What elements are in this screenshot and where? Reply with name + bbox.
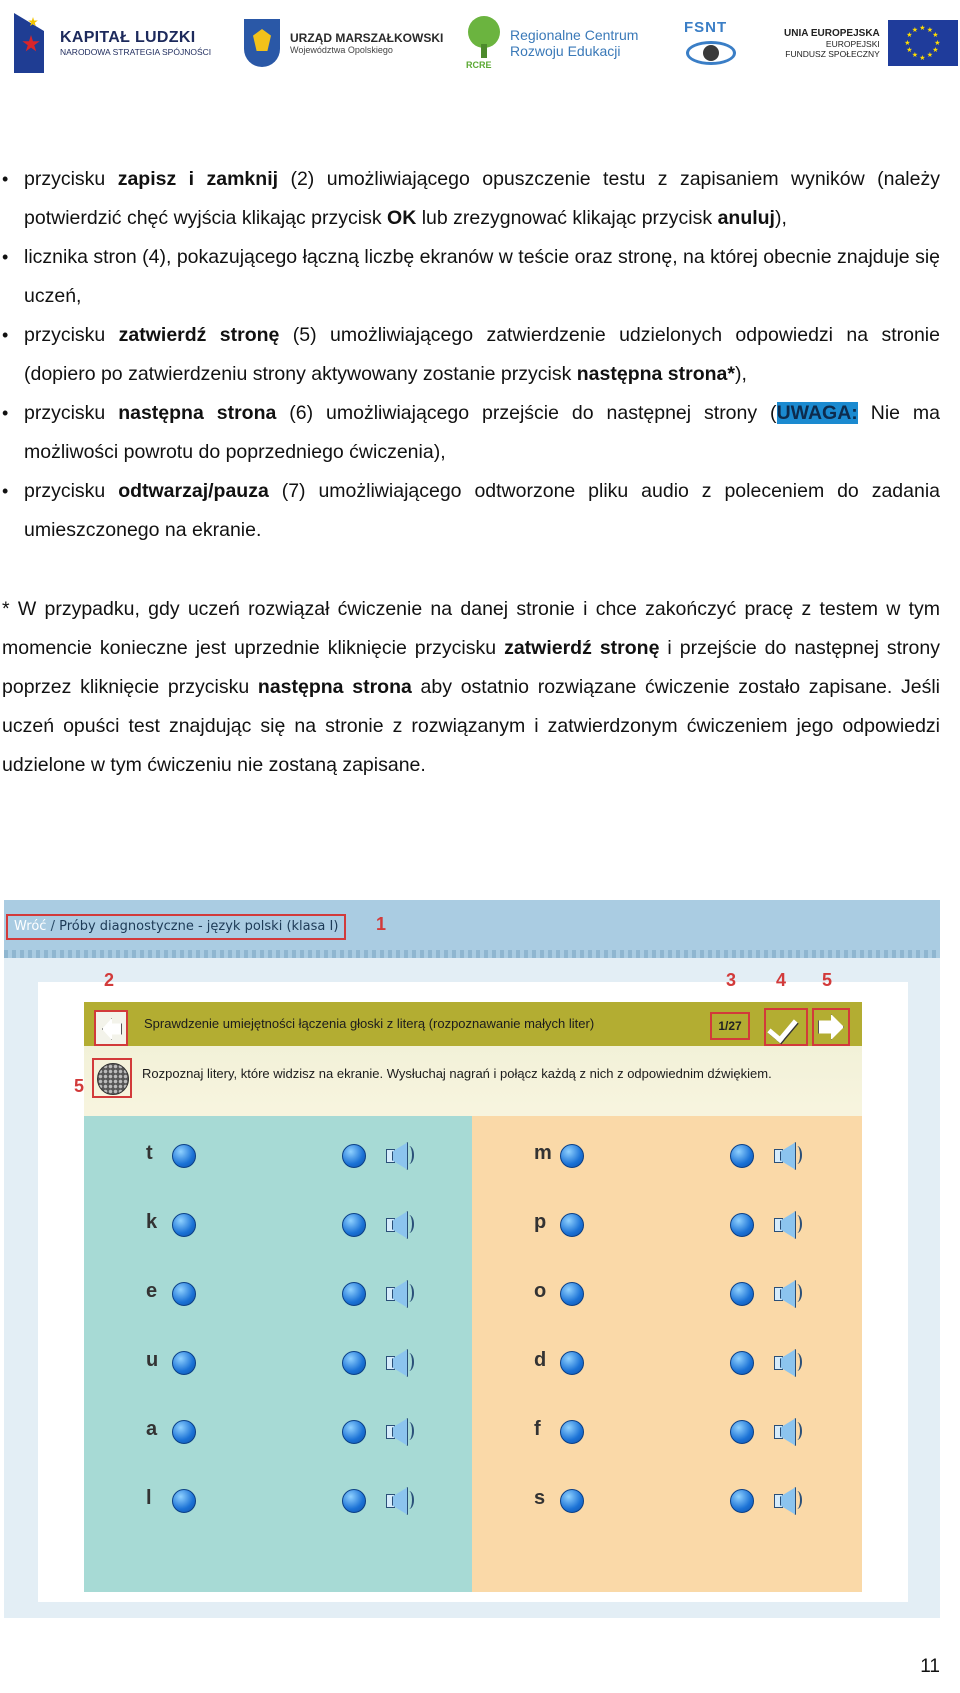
fsnt-logo (680, 8, 740, 78)
eu-star-icon: ★ (932, 47, 939, 54)
sound-speaker-icon[interactable] (772, 1485, 802, 1515)
letter-label: a (146, 1418, 158, 1440)
letter-label: d (534, 1349, 547, 1371)
match-row (472, 1207, 862, 1247)
sound-connector-dot[interactable] (730, 1144, 754, 1168)
match-row (472, 1276, 862, 1316)
eu-logo (784, 8, 958, 78)
ue-line2: EUROPEJSKI (825, 38, 880, 49)
sound-speaker-icon[interactable] (384, 1416, 414, 1446)
letter-connector-dot[interactable] (172, 1282, 196, 1306)
left-column (84, 1116, 472, 1592)
sound-speaker-icon[interactable] (384, 1278, 414, 1308)
sound-connector-dot[interactable] (730, 1420, 754, 1444)
callout-marker: 2 (104, 970, 115, 990)
letter-label: t (146, 1142, 153, 1164)
letter-connector-dot[interactable] (560, 1144, 584, 1168)
list-item: • przycisku zatwierdź stronę (5) umożliwiającego zatwierdzenie udzielonych odpowiedzi na stronie (dopiero po zatwierdzeniu strony aktywowany zostanie przycisk następna strona*), (0, 316, 940, 394)
fsnt-label: FSNT (684, 19, 728, 36)
match-row (84, 1276, 472, 1316)
sound-speaker-icon[interactable] (772, 1140, 802, 1170)
save-and-close-button[interactable] (94, 1010, 128, 1046)
sound-speaker-icon[interactable] (384, 1347, 414, 1377)
sound-connector-dot[interactable] (342, 1282, 366, 1306)
letter-label: s (534, 1487, 546, 1509)
eu-star-icon: ★ (919, 54, 926, 62)
sound-connector-dot[interactable] (730, 1489, 754, 1513)
eu-star-icon: ★ (926, 26, 934, 34)
kl-subtitle: NARODOWA STRATEGIA SPÓJNOŚCI (60, 47, 212, 57)
page-number: 11 (920, 1656, 940, 1677)
warning-highlight: UWAGA: (776, 402, 858, 424)
eu-flag-icon (888, 20, 958, 66)
kapital-ludzki-emblem-icon (14, 13, 50, 73)
urzad-marszalkowski-logo (244, 8, 443, 78)
letter-label: o (534, 1280, 547, 1302)
letter-label: l (146, 1487, 152, 1509)
test-panel (38, 970, 908, 1602)
letter-label: m (534, 1142, 552, 1164)
letter-label: k (146, 1211, 158, 1233)
callout-marker: 1 (376, 914, 387, 934)
letter-connector-dot[interactable] (172, 1420, 196, 1444)
eu-star-icon: ★ (932, 32, 939, 39)
letter-connector-dot[interactable] (560, 1489, 584, 1513)
play-pause-button[interactable] (92, 1058, 132, 1098)
sound-speaker-icon[interactable] (384, 1140, 414, 1170)
ue-line1: UNIA EUROPEJSKA (784, 27, 880, 39)
sound-speaker-icon[interactable] (772, 1347, 802, 1377)
callout-marker: 4 (776, 970, 787, 990)
letter-connector-dot[interactable] (172, 1213, 196, 1237)
match-row (84, 1345, 472, 1385)
match-row (472, 1414, 862, 1454)
sound-speaker-icon[interactable] (772, 1416, 802, 1446)
confirm-page-button[interactable] (764, 1008, 808, 1046)
match-row (472, 1138, 862, 1178)
tree-icon (466, 14, 502, 72)
list-item: • przycisku następna strona (6) umożliwiającego przejście do następnej strony (UWAGA: Nie ma możliwości powrotu do poprzedniego ćwiczenia), (0, 394, 940, 472)
sound-connector-dot[interactable] (730, 1213, 754, 1237)
match-row (84, 1207, 472, 1247)
match-row (84, 1483, 472, 1523)
bullet-list (0, 160, 940, 550)
breadcrumb: Wróć / Próby diagnostyczne - język polski (klasa I) (6, 914, 346, 940)
match-row (84, 1138, 472, 1178)
sound-connector-dot[interactable] (342, 1144, 366, 1168)
eu-star-icon: ★ (919, 24, 926, 32)
eu-star-icon: ★ (926, 52, 934, 60)
checkmark-icon (768, 1013, 798, 1045)
speaker-grill-icon (97, 1063, 129, 1095)
instruction-text: Rozpoznaj litery, które widzisz na ekranie. Wysłuchaj nagrań i połącz każdą z nich z odpowiednim dźwiękiem. (142, 1066, 772, 1081)
eu-star-icon: ★ (906, 32, 913, 39)
test-screenshot (4, 900, 940, 1618)
instruction-bar (84, 1046, 862, 1108)
sound-connector-dot[interactable] (342, 1489, 366, 1513)
exercise-title-bar (84, 1002, 862, 1046)
letter-connector-dot[interactable] (172, 1144, 196, 1168)
match-row (472, 1345, 862, 1385)
letter-label: u (146, 1349, 159, 1371)
letter-connector-dot[interactable] (172, 1489, 196, 1513)
eu-star-icon: ★ (911, 26, 919, 34)
exercise-area (84, 1002, 862, 1592)
callout-marker: 5 (822, 970, 833, 990)
list-item: • licznika stron (4), pokazującego łączną liczbę ekranów w teście oraz stronę, na której obecnie znajduje się uczeń, (0, 238, 940, 316)
sound-speaker-icon[interactable] (384, 1485, 414, 1515)
back-link[interactable]: Wróć (14, 919, 47, 934)
page-counter: 1/27 (710, 1012, 750, 1040)
um-title: URZĄD MARSZAŁKOWSKI (290, 31, 444, 45)
letter-connector-dot[interactable] (560, 1420, 584, 1444)
sound-connector-dot[interactable] (342, 1351, 366, 1375)
callout-marker: 3 (726, 970, 737, 990)
sound-connector-dot[interactable] (342, 1420, 366, 1444)
letter-label: f (534, 1418, 541, 1440)
rcre-line1: Regionalne Centrum (510, 27, 639, 43)
sound-speaker-icon[interactable] (772, 1209, 802, 1239)
right-column (472, 1116, 862, 1592)
ue-line3: FUNDUSZ SPOŁECZNY (785, 48, 880, 59)
exercise-title: Sprawdzenie umiejętności łączenia głoski z literą (rozpoznawanie małych liter) (144, 1016, 595, 1031)
sound-connector-dot[interactable] (730, 1351, 754, 1375)
eu-star-icon: ★ (906, 47, 913, 54)
breadcrumb-path: Próby diagnostyczne - język polski (klasa I) (59, 919, 339, 934)
next-page-button[interactable] (812, 1008, 850, 1046)
kapital-ludzki-logo (14, 8, 211, 78)
arrow-left-icon (102, 1018, 122, 1040)
rcre-abbr: RCRE (466, 60, 492, 70)
letter-label: p (534, 1211, 547, 1233)
rcre-line2: Rozwoju Edukacji (510, 43, 621, 59)
logo-header (0, 8, 960, 78)
match-row (84, 1414, 472, 1454)
sound-connector-dot[interactable] (730, 1282, 754, 1306)
list-item: • przycisku zapisz i zamknij (2) umożliwiającego opuszczenie testu z zapisaniem wyników (należy potwierdzić chęć wyjścia klikając przycisk OK lub zrezygnować klikając przycisk anuluj), (0, 160, 940, 238)
document-body (0, 160, 940, 805)
footnote-paragraph: * W przypadku, gdy uczeń rozwiązał ćwiczenie na danej stronie i chce zakończyć pracę z testem w tym momencie konieczne jest uprzednie kliknięcie przycisku zatwierdź stronę i przejście do następnej strony poprzez kliknięcie przycisku następna strona aby ostatnio rozwiązane ćwiczenie zostało zapisane. Jeśli uczeń opuści test znajdując się na stronie z rozwiązanym i zatwierdzonym ćwiczeniem jego odpowiedzi udzielone w tym ćwiczeniu nie zostaną zapisane. (2, 598, 940, 776)
letter-connector-dot[interactable] (560, 1282, 584, 1306)
letter-connector-dot[interactable] (172, 1351, 196, 1375)
list-item: • przycisku odtwarzaj/pauza (7) umożliwiającego odtworzone pliku audio z poleceniem do zadania umieszczonego na ekranie. (0, 472, 940, 550)
sound-speaker-icon[interactable] (772, 1278, 802, 1308)
arrow-right-icon (818, 1014, 844, 1040)
callout-marker: 5 (74, 1076, 85, 1096)
rcre-logo (466, 8, 638, 78)
match-row (472, 1483, 862, 1523)
sound-connector-dot[interactable] (342, 1213, 366, 1237)
letter-connector-dot[interactable] (560, 1351, 584, 1375)
eu-star-icon: ★ (911, 52, 919, 60)
um-subtitle: Województwa Opolskiego (290, 45, 393, 55)
eu-star-icon: ★ (904, 39, 911, 47)
coat-of-arms-icon (244, 19, 280, 67)
top-navigation-bar (4, 900, 940, 958)
eu-star-icon: ★ (934, 39, 941, 47)
sound-speaker-icon[interactable] (384, 1209, 414, 1239)
kl-title: KAPITAŁ LUDZKI (60, 29, 196, 46)
letter-label: e (146, 1280, 158, 1302)
letter-connector-dot[interactable] (560, 1213, 584, 1237)
